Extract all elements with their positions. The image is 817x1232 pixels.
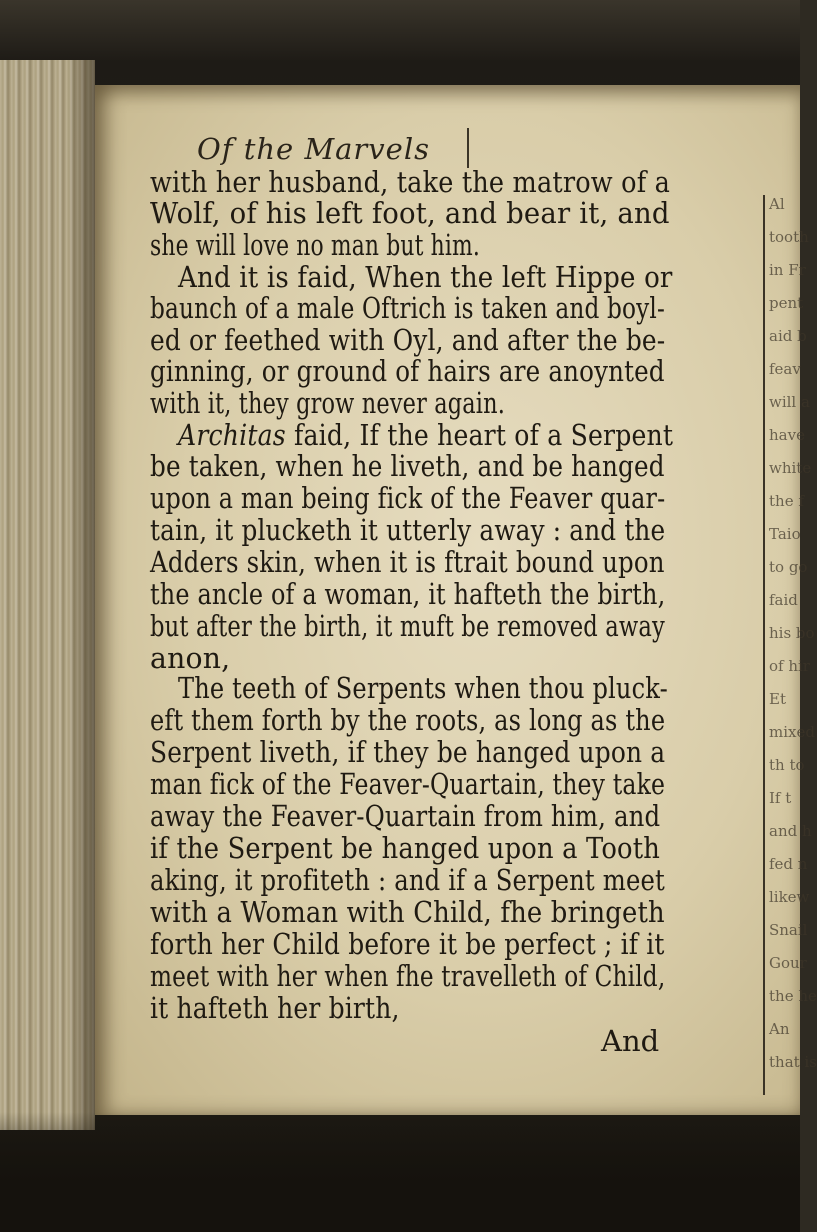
bleed-fragment: likew xyxy=(769,888,810,906)
text-line: The teeth of Serpents when thou pluck- xyxy=(178,671,668,705)
bleed-fragment: will a xyxy=(769,393,810,411)
bottom-shadow xyxy=(0,1112,800,1232)
running-head-rule xyxy=(467,128,469,168)
text-line: she will love no man but him. xyxy=(150,228,480,262)
text-line: baunch of a male Oftrich is taken and boyl- xyxy=(150,291,665,325)
facing-page-bleed-through xyxy=(763,195,817,1095)
text-line: eft them forth by the roots, as long as the xyxy=(150,703,666,737)
bleed-fragment: fed n xyxy=(769,855,808,873)
catchword: And xyxy=(601,1024,660,1058)
text-line: meet with her when fhe travelleth of Child, xyxy=(150,959,666,993)
bleed-fragment: th to xyxy=(769,756,805,774)
text-line: Adders skin, when it is ftrait bound upon xyxy=(150,545,665,579)
bleed-fragment: Taio xyxy=(769,525,801,543)
bleed-fragment: Snail xyxy=(769,921,808,939)
text-line: the ancle of a woman, it hafteth the birth, xyxy=(150,577,666,611)
text-line: tain, it plucketh it utterly away : and the xyxy=(150,513,666,547)
text-line: forth her Child before it be perfect ; if it xyxy=(150,927,665,961)
bleed-fragment: Al xyxy=(769,195,785,213)
bleed-fragment: in Fr xyxy=(769,261,806,279)
bleed-fragment: of hir xyxy=(769,657,810,675)
text-line: ed or feethed with Oyl, and after the be- xyxy=(150,323,666,357)
text-line: with a Woman with Child, fhe bringeth xyxy=(150,895,665,929)
text-line: And it is faid, When the left Hippe or xyxy=(178,260,673,294)
bleed-fragment: feav xyxy=(769,360,801,378)
text-line: Serpent liveth, if they be hanged upon a xyxy=(150,735,666,769)
text-line: Architas faid, If the heart of a Serpent xyxy=(178,418,674,452)
text-line: it hafteth her birth, xyxy=(150,991,400,1025)
text-line: with it, they grow never again. xyxy=(150,386,506,420)
bleed-fragment: his bo xyxy=(769,624,815,642)
bleed-fragment: that is xyxy=(769,1053,817,1071)
bleed-fragment: If t xyxy=(769,789,792,807)
text-line: away the Feaver-Quartain from him, and xyxy=(150,799,661,833)
bleed-fragment: to go xyxy=(769,558,808,576)
text-line: if the Serpent be hanged upon a Tooth xyxy=(150,831,661,865)
text-line: be taken, when he liveth, and be hanged xyxy=(150,449,665,483)
bleed-fragment: white xyxy=(769,459,812,477)
text-line: man fick of the Feaver-Quartain, they take xyxy=(150,767,666,801)
bleed-fragment: tooth xyxy=(769,228,809,246)
text-line: ginning, or ground of hairs are anoynted xyxy=(150,354,665,388)
bleed-fragment: pent xyxy=(769,294,804,312)
running-head: Of the Marvels xyxy=(197,132,430,166)
bleed-fragment: aid b xyxy=(769,327,807,345)
text-line: Wolf, of his left foot, and bear it, and xyxy=(150,196,670,230)
text-line: upon a man being fick of the Feaver quar- xyxy=(150,481,666,515)
text-line: aking, it profiteth : and if a Serpent meet xyxy=(150,863,665,897)
text-line: but after the birth, it muft be removed away xyxy=(150,609,665,643)
text-line: with her husband, take the matrow of a xyxy=(150,165,671,199)
bleed-fragment: have xyxy=(769,426,805,444)
bleed-fragment: and h xyxy=(769,822,812,840)
bleed-fragment: Et xyxy=(769,690,786,708)
bleed-fragment: mixed xyxy=(769,723,815,741)
italic-name: Architas xyxy=(178,418,286,452)
bleed-fragment: the f xyxy=(769,492,804,510)
bleed-fragment: An xyxy=(769,1020,790,1038)
book-page-edges xyxy=(0,60,95,1130)
text-line: anon, xyxy=(150,641,231,675)
bleed-fragment: faid xyxy=(769,591,798,609)
bleed-fragment: Gour xyxy=(769,954,807,972)
bleed-fragment: the he xyxy=(769,987,817,1005)
